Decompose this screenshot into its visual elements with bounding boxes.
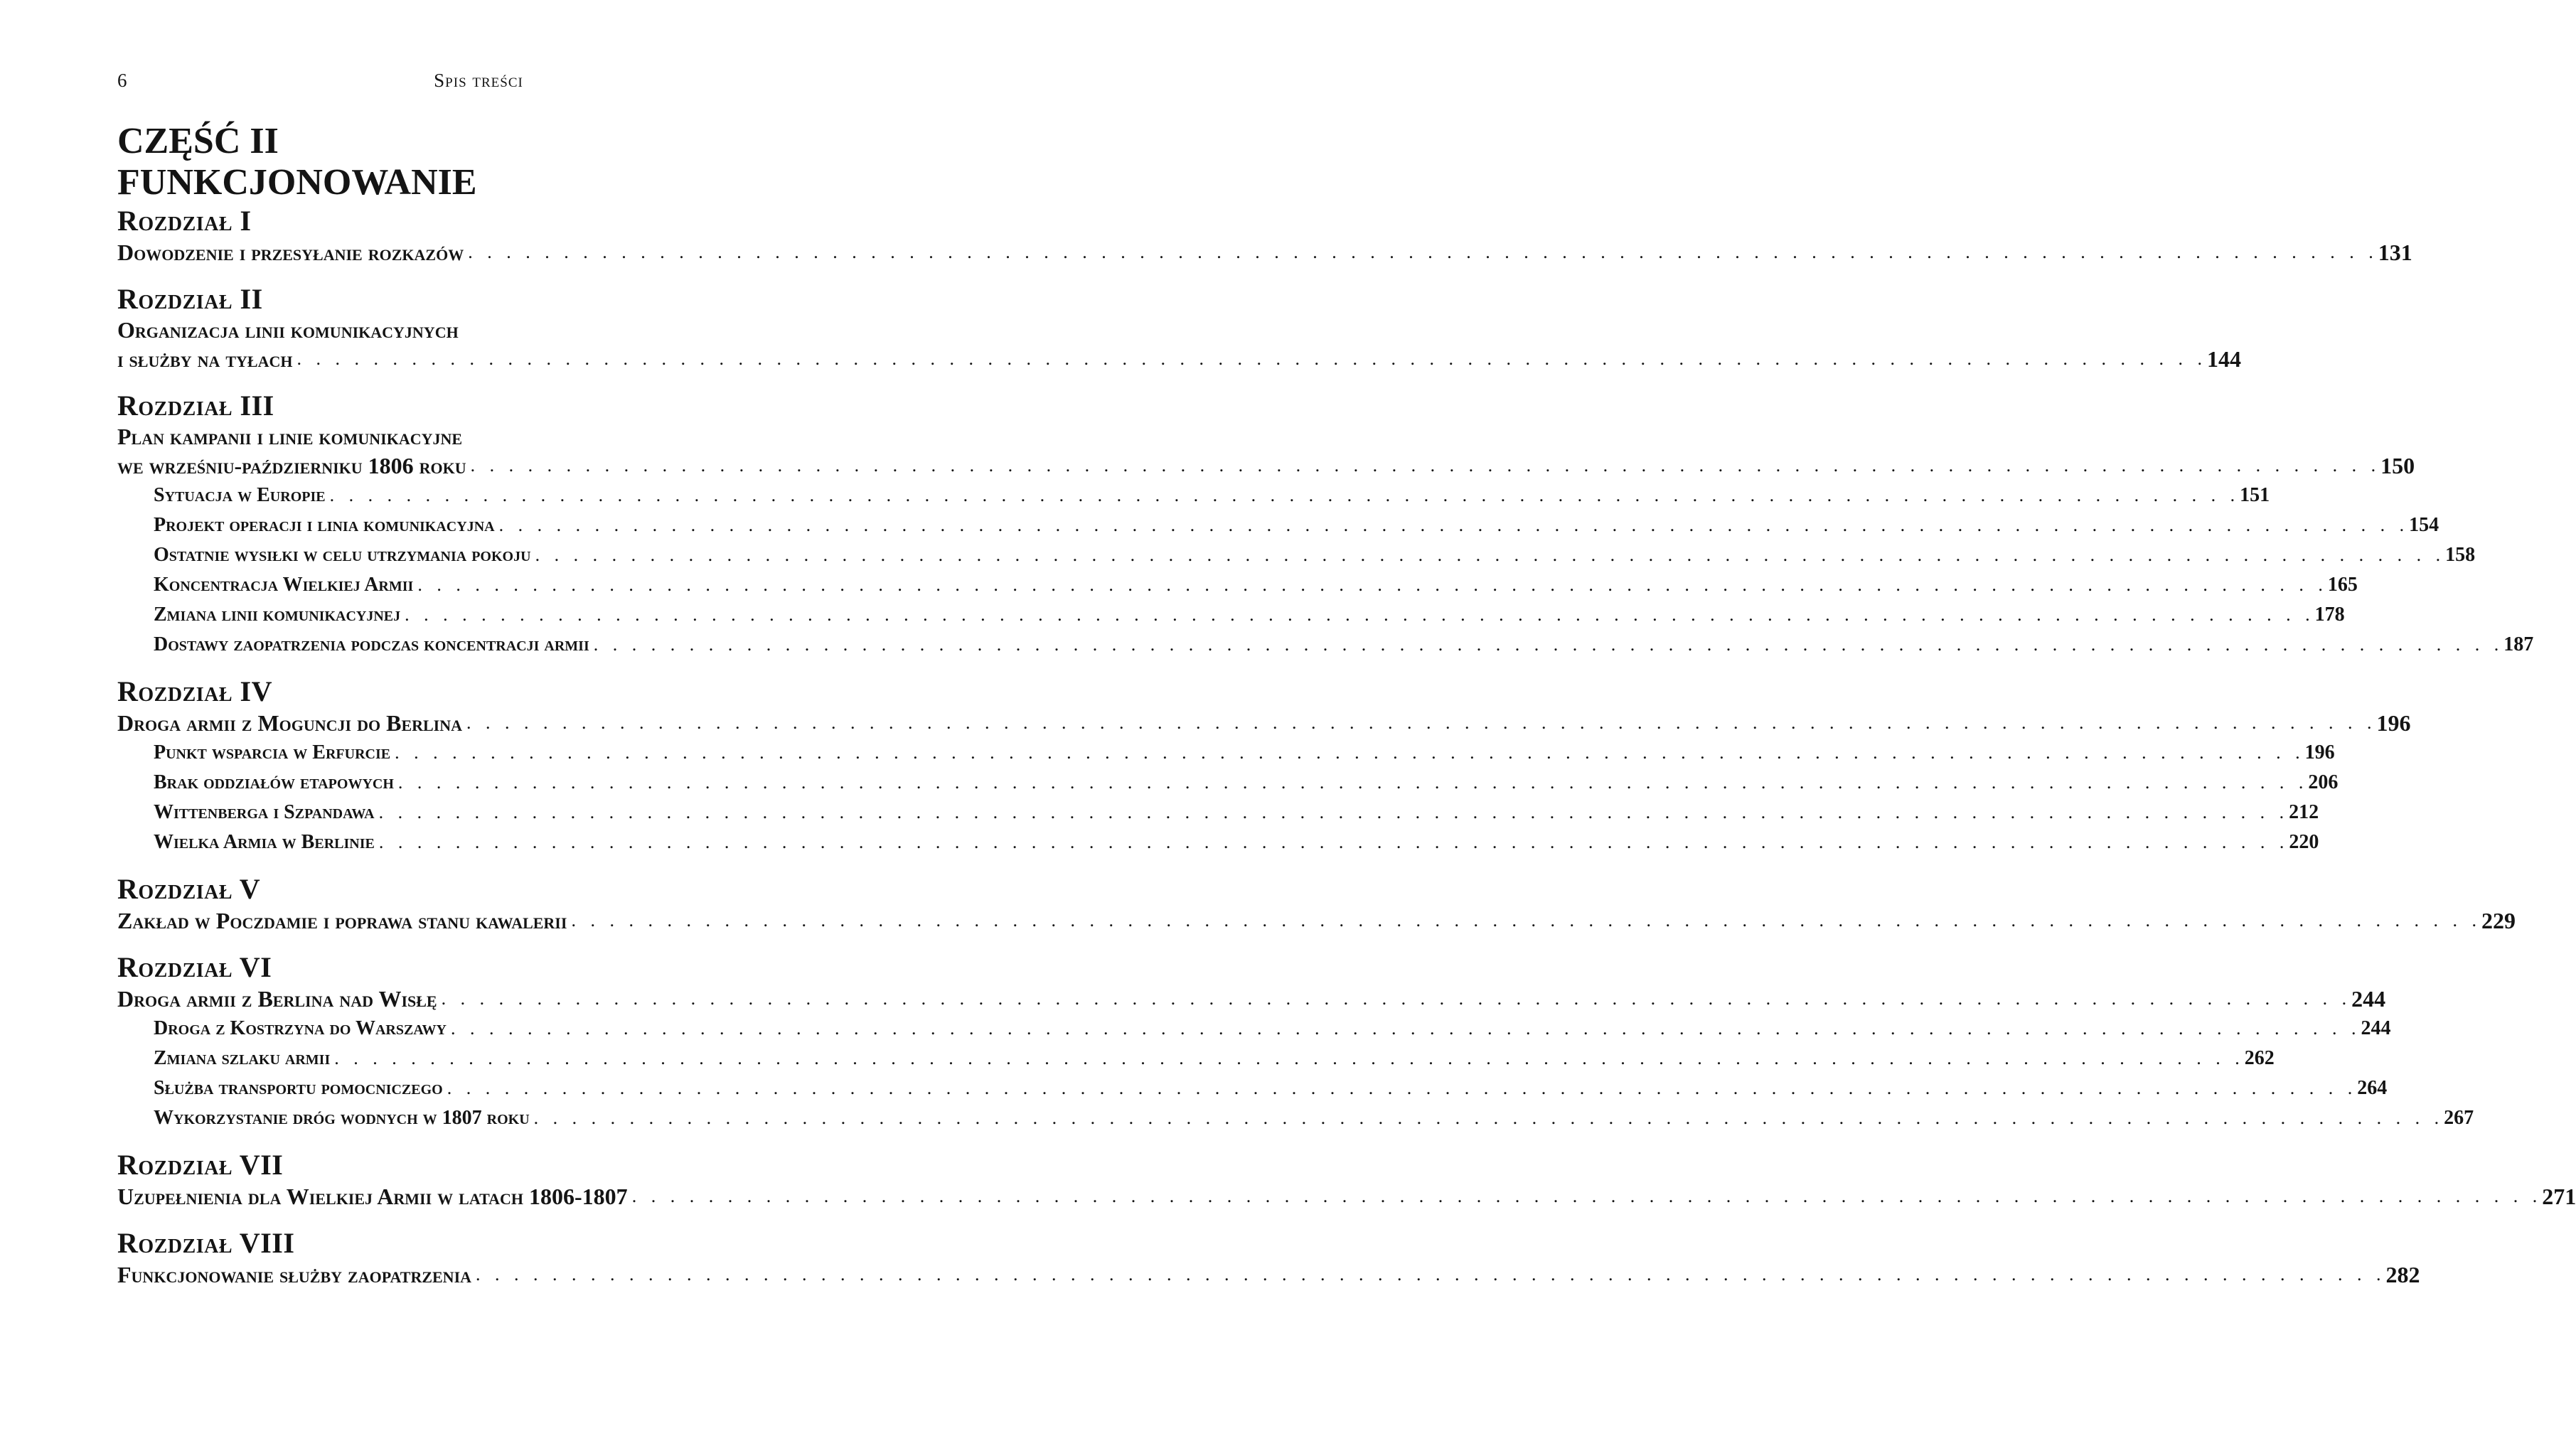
page-ref: 196 — [2376, 710, 2411, 736]
chapter-label: Rozdział II — [117, 283, 263, 315]
section-title: Punkt wsparcia w Erfurcie — [154, 741, 391, 763]
page-ref: 154 — [2409, 514, 2439, 536]
dot-leader: . . . . . . . . . . . . . . . . . . . . . . . . . . . . . . . . . . . . . . . . . . . . . . . . . . . . . . . . . . . . . . . . . . . . . . . . . . . . . . . . . . . . . . . . . . . . . . . . . . . . — [468, 242, 2378, 262]
page-ref: 150 — [2380, 453, 2415, 478]
toc-chapter-entry[interactable] — [117, 451, 2415, 481]
toc-chapter — [117, 1227, 2420, 1290]
page-ref: 244 — [2351, 986, 2386, 1012]
page-ref: 158 — [2445, 544, 2476, 566]
toc-chapter — [117, 1149, 2576, 1211]
dot-leader: . . . . . . . . . . . . . . . . . . . . . . . . . . . . . . . . . . . . . . . . . . . . . . . . . . . . . . . . . . . . . . . . . . . . . . . . . . . . . . . . . . . . . . . . . . . . . . . . . . . . — [329, 485, 2240, 505]
dot-leader: . . . . . . . . . . . . . . . . . . . . . . . . . . . . . . . . . . . . . . . . . . . . . . . . . . . . . . . . . . . . . . . . . . . . . . . . . . . . . . . . . . . . . . . . . . . . . . . . . . . . — [441, 988, 2352, 1009]
chapter-title: Droga armii z Berlina nad Wisłę — [117, 986, 437, 1012]
page-ref: 229 — [2481, 908, 2516, 933]
table-of-contents — [117, 205, 2576, 1305]
dot-leader: . . . . . . . . . . . . . . . . . . . . . . . . . . . . . . . . . . . . . . . . . . . . . . . . . . . . . . . . . . . . . . . . . . . . . . . . . . . . . . . . . . . . . . . . . . . . . . . . . . . . — [378, 832, 2289, 852]
section-title: Wykorzystanie dróg wodnych w 1807 roku — [154, 1107, 530, 1129]
toc-chapter-entry[interactable] — [117, 1260, 2420, 1290]
chapter-label: Rozdział IV — [117, 675, 272, 707]
section-title: Wittenberga i Szpandawa — [154, 801, 375, 823]
dot-leader: . . . . . . . . . . . . . . . . . . . . . . . . . . . . . . . . . . . . . . . . . . . . . . . . . . . . . . . . . . . . . . . . . . . . . . . . . . . . . . . . . . . . . . . . . . . . . . . . . . . . — [631, 1186, 2543, 1206]
page-ref: 244 — [2361, 1017, 2391, 1039]
part-title: FUNKCJONOWANIE — [117, 162, 477, 203]
part-heading — [117, 121, 477, 203]
dot-leader: . . . . . . . . . . . . . . . . . . . . . . . . . . . . . . . . . . . . . . . . . . . . . . . . . . . . . . . . . . . . . . . . . . . . . . . . . . . . . . . . . . . . . . . . . . . . . . . . . . . . — [476, 1264, 2386, 1285]
page-ref: 267 — [2444, 1107, 2474, 1129]
section-title: Wielka Armia w Berlinie — [154, 831, 375, 853]
page-ref: 264 — [2357, 1077, 2388, 1099]
chapter-title: Uzupełnienia dla Wielkiej Armii w latach 1806-1807 — [117, 1184, 628, 1209]
page-ref: 271 — [2542, 1184, 2576, 1209]
section-title: Ostatnie wysiłki w celu utrzymania pokoju — [154, 544, 531, 566]
page-ref: 131 — [2378, 240, 2412, 265]
page-ref: 151 — [2240, 484, 2270, 506]
toc-section-entry[interactable] — [117, 827, 2319, 857]
page-ref: 165 — [2327, 574, 2358, 596]
toc-chapter — [117, 873, 2516, 936]
toc-section-entry[interactable] — [117, 1014, 2391, 1044]
dot-leader: . . . . . . . . . . . . . . . . . . . . . . . . . . . . . . . . . . . . . . . . . . . . . . . . . . . . . . . . . . . . . . . . . . . . . . . . . . . . . . . . . . . . . . . . . . . . . . . . . . . . — [447, 1078, 2358, 1098]
dot-leader: . . . . . . . . . . . . . . . . . . . . . . . . . . . . . . . . . . . . . . . . . . . . . . . . . . . . . . . . . . . . . . . . . . . . . . . . . . . . . . . . . . . . . . . . . . . . . . . . . . . . — [378, 802, 2289, 822]
dot-leader: . . . . . . . . . . . . . . . . . . . . . . . . . . . . . . . . . . . . . . . . . . . . . . . . . . . . . . . . . . . . . . . . . . . . . . . . . . . . . . . . . . . . . . . . . . . . . . . . . . . . — [466, 712, 2377, 733]
toc-chapter-entry[interactable] — [117, 1181, 2576, 1211]
chapter-label: Rozdział III — [117, 390, 274, 422]
chapter-label: Rozdział VIII — [117, 1227, 295, 1259]
part-number: CZĘŚĆ II — [117, 121, 279, 161]
section-title: Projekt operacji i linia komunikacyjna — [154, 514, 495, 536]
toc-section-entry[interactable] — [117, 600, 2345, 630]
page-number: 6 — [117, 70, 127, 91]
page-ref: 262 — [2244, 1047, 2275, 1069]
running-title: Spis treści — [434, 70, 523, 91]
dot-leader: . . . . . . . . . . . . . . . . . . . . . . . . . . . . . . . . . . . . . . . . . . . . . . . . . . . . . . . . . . . . . . . . . . . . . . . . . . . . . . . . . . . . . . . . . . . . . . . . . . . . — [395, 742, 2305, 763]
chapter-title: Funkcjonowanie służby zaopatrzenia — [117, 1262, 472, 1287]
toc-chapter — [117, 390, 2534, 660]
section-title: Zmiana szlaku armii — [154, 1047, 331, 1069]
page-ref: 220 — [2289, 831, 2319, 853]
toc-chapter-entry[interactable] — [117, 984, 2386, 1014]
chapter-label: Rozdział VII — [117, 1149, 284, 1181]
toc-chapter-entry[interactable] — [117, 708, 2411, 738]
page-ref: 144 — [2207, 346, 2241, 372]
toc-chapter-entry[interactable] — [117, 344, 2241, 374]
page-ref: 206 — [2308, 771, 2339, 793]
chapter-title: Droga armii z Moguncji do Berlina — [117, 710, 463, 736]
toc-chapter — [117, 951, 2474, 1133]
page-ref: 282 — [2385, 1262, 2420, 1287]
toc-section-entry[interactable] — [117, 570, 2358, 600]
page-ref: 187 — [2503, 633, 2534, 655]
toc-section-entry[interactable] — [117, 510, 2439, 540]
toc-section-entry[interactable] — [117, 630, 2534, 660]
chapter-title: i służby na tyłach — [117, 346, 293, 372]
toc-section-entry[interactable] — [117, 1073, 2388, 1103]
chapter-title: Dowodzenie i przesyłanie rozkazów — [117, 240, 464, 265]
dot-leader: . . . . . . . . . . . . . . . . . . . . . . . . . . . . . . . . . . . . . . . . . . . . . . . . . . . . . . . . . . . . . . . . . . . . . . . . . . . . . . . . . . . . . . . . . . . . . . . . . . . . — [334, 1048, 2245, 1068]
chapter-title-lead: Organizacja linii komunikacyjnych — [117, 317, 459, 343]
dot-leader: . . . . . . . . . . . . . . . . . . . . . . . . . . . . . . . . . . . . . . . . . . . . . . . . . . . . . . . . . . . . . . . . . . . . . . . . . . . . . . . . . . . . . . . . . . . . . . . . . . . . — [571, 910, 2481, 931]
page-ref: 212 — [2289, 801, 2319, 823]
toc-chapter-entry[interactable] — [117, 237, 2412, 267]
section-title: Sytuacja w Europie — [154, 484, 326, 506]
page-ref: 178 — [2314, 604, 2345, 626]
toc-chapter-entry[interactable] — [117, 906, 2516, 936]
dot-leader: . . . . . . . . . . . . . . . . . . . . . . . . . . . . . . . . . . . . . . . . . . . . . . . . . . . . . . . . . . . . . . . . . . . . . . . . . . . . . . . . . . . . . . . . . . . . . . . . . . . . — [535, 545, 2446, 565]
chapter-title-lead: Plan kampanii i linie komunikacyjne — [117, 424, 463, 449]
section-title: Zmiana linii komunikacyjnej — [154, 604, 401, 626]
toc-section-entry[interactable] — [117, 481, 2270, 510]
dot-leader: . . . . . . . . . . . . . . . . . . . . . . . . . . . . . . . . . . . . . . . . . . . . . . . . . . . . . . . . . . . . . . . . . . . . . . . . . . . . . . . . . . . . . . . . . . . . . . . . . . . . — [397, 772, 2309, 793]
section-title: Dostawy zaopatrzenia podczas koncentracji armii — [154, 633, 589, 655]
dot-leader: . . . . . . . . . . . . . . . . . . . . . . . . . . . . . . . . . . . . . . . . . . . . . . . . . . . . . . . . . . . . . . . . . . . . . . . . . . . . . . . . . . . . . . . . . . . . . . . . . . . . — [405, 604, 2315, 625]
dot-leader: . . . . . . . . . . . . . . . . . . . . . . . . . . . . . . . . . . . . . . . . . . . . . . . . . . . . . . . . . . . . . . . . . . . . . . . . . . . . . . . . . . . . . . . . . . . . . . . . . . . . — [533, 1108, 2444, 1128]
toc-section-entry[interactable] — [117, 1103, 2474, 1133]
dot-leader: . . . . . . . . . . . . . . . . . . . . . . . . . . . . . . . . . . . . . . . . . . . . . . . . . . . . . . . . . . . . . . . . . . . . . . . . . . . . . . . . . . . . . . . . . . . . . . . . . . . . — [593, 634, 2504, 655]
section-title: Brak oddziałów etapowych — [154, 771, 394, 793]
section-title: Droga z Kostrzyna do Warszawy — [154, 1017, 447, 1039]
chapter-label: Rozdział V — [117, 873, 261, 905]
toc-section-entry[interactable] — [117, 1044, 2275, 1073]
chapter-label: Rozdział VI — [117, 951, 272, 983]
toc-section-entry[interactable] — [117, 738, 2335, 768]
chapter-title: we wrześniu-październiku 1806 roku — [117, 453, 466, 478]
toc-section-entry[interactable] — [117, 540, 2476, 570]
dot-leader: . . . . . . . . . . . . . . . . . . . . . . . . . . . . . . . . . . . . . . . . . . . . . . . . . . . . . . . . . . . . . . . . . . . . . . . . . . . . . . . . . . . . . . . . . . . . . . . . . . . . — [451, 1018, 2361, 1039]
toc-chapter — [117, 205, 2412, 267]
dot-leader: . . . . . . . . . . . . . . . . . . . . . . . . . . . . . . . . . . . . . . . . . . . . . . . . . . . . . . . . . . . . . . . . . . . . . . . . . . . . . . . . . . . . . . . . . . . . . . . . . . . . — [296, 348, 2207, 369]
page-ref: 196 — [2304, 741, 2335, 763]
running-head — [117, 70, 840, 98]
dot-leader: . . . . . . . . . . . . . . . . . . . . . . . . . . . . . . . . . . . . . . . . . . . . . . . . . . . . . . . . . . . . . . . . . . . . . . . . . . . . . . . . . . . . . . . . . . . . . . . . . . . . — [417, 574, 2328, 595]
chapter-title: Zakład w Poczdamie i poprawa stanu kawalerii — [117, 908, 567, 933]
toc-section-entry[interactable] — [117, 768, 2339, 798]
dot-leader: . . . . . . . . . . . . . . . . . . . . . . . . . . . . . . . . . . . . . . . . . . . . . . . . . . . . . . . . . . . . . . . . . . . . . . . . . . . . . . . . . . . . . . . . . . . . . . . . . . . . — [498, 515, 2410, 535]
section-title: Koncentracja Wielkiej Armii — [154, 574, 414, 596]
chapter-label: Rozdział I — [117, 205, 252, 237]
dot-leader: . . . . . . . . . . . . . . . . . . . . . . . . . . . . . . . . . . . . . . . . . . . . . . . . . . . . . . . . . . . . . . . . . . . . . . . . . . . . . . . . . . . . . . . . . . . . . . . . . . . . — [470, 455, 2381, 476]
toc-chapter — [117, 283, 2241, 374]
toc-section-entry[interactable] — [117, 798, 2319, 827]
section-title: Służba transportu pomocniczego — [154, 1077, 443, 1099]
toc-chapter — [117, 675, 2411, 857]
